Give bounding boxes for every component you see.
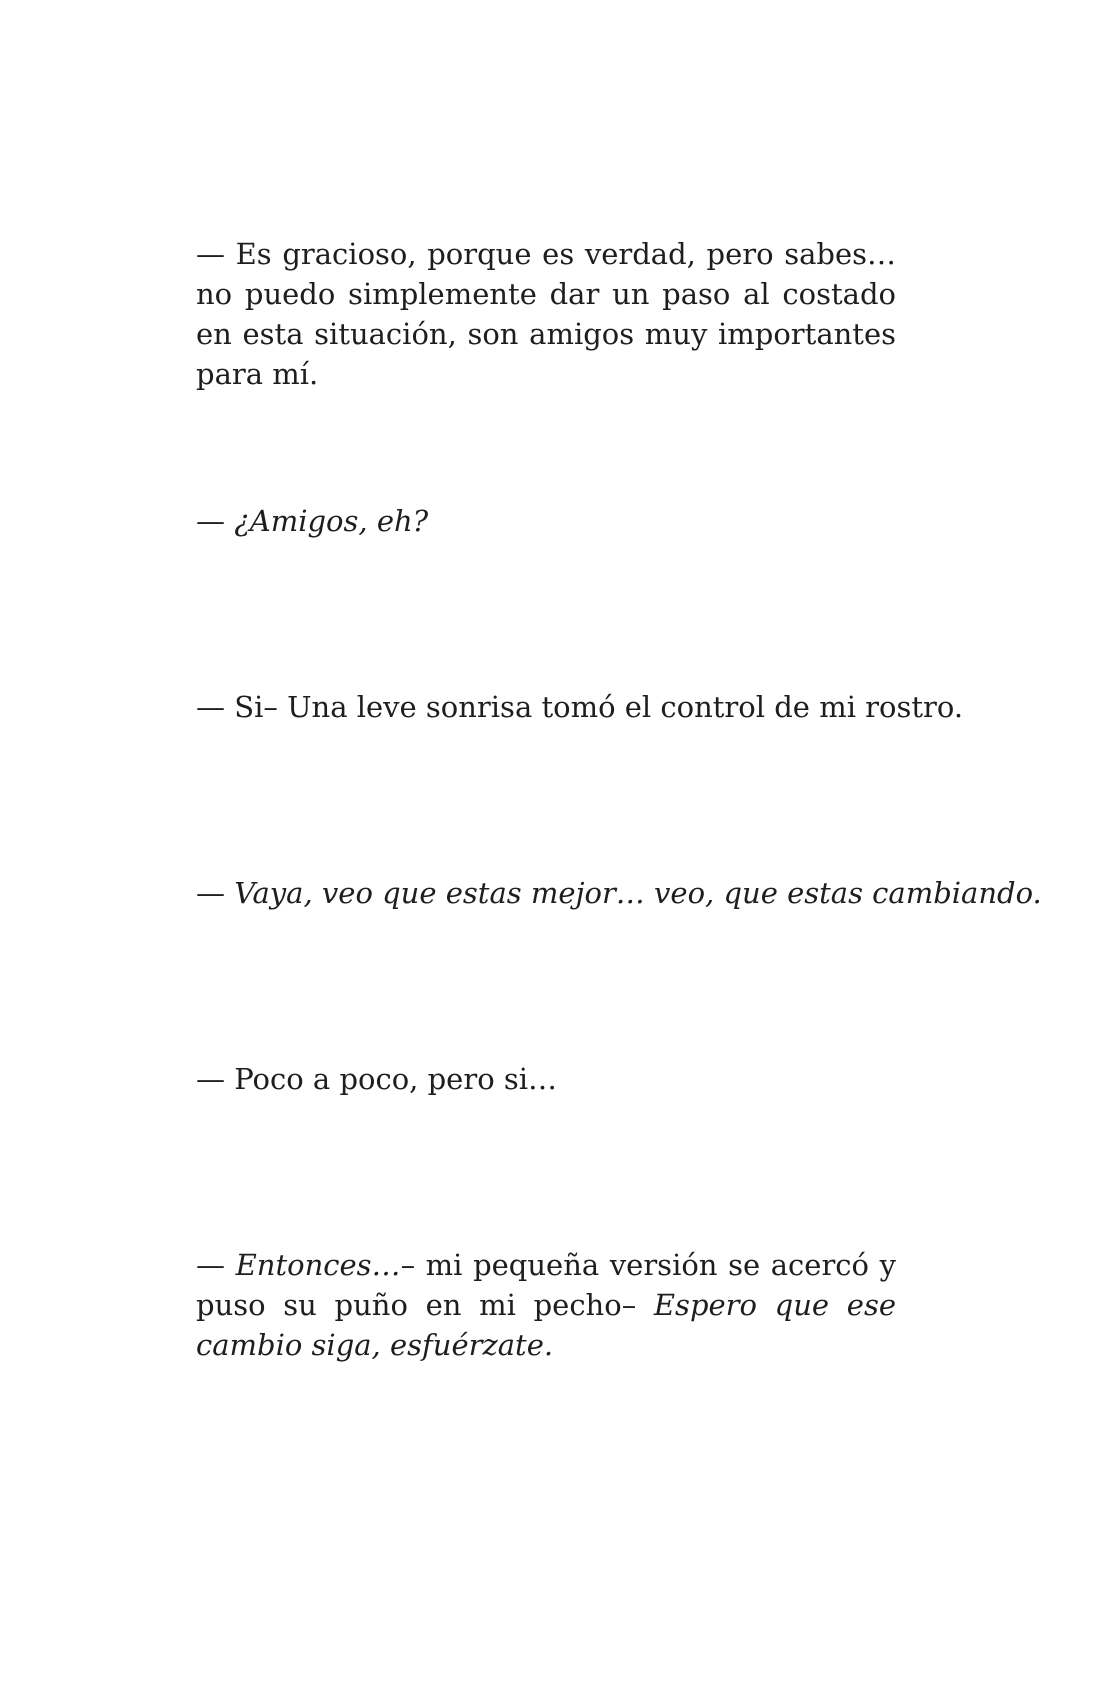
dialogue-text: — Es gracioso, porque es verdad, pero sabes… no puedo simplemente dar un paso al costado en esta situación, son amigos muy importantes para mí. bbox=[196, 237, 896, 391]
dialogue-dash: — bbox=[196, 876, 235, 910]
dialogue-paragraph-6 bbox=[196, 1245, 896, 1365]
dialogue-text: – mi pequeña versión se acercó y puso su puño en mi pecho– bbox=[196, 1248, 896, 1322]
dialogue-paragraph-5 bbox=[196, 1059, 896, 1099]
dialogue-text-italic: ¿Amigos, eh? bbox=[234, 504, 429, 538]
dialogue-text-italic: Espero que ese cambio siga, esfuérzate. bbox=[196, 1288, 896, 1362]
dialogue-dash: — bbox=[196, 1248, 236, 1282]
dialogue-paragraph-2 bbox=[196, 501, 896, 541]
dialogue-paragraph-3 bbox=[196, 687, 964, 727]
dialogue-text-italic: Vaya, veo que estas mejor… veo, que estas cambiando. bbox=[234, 876, 1042, 910]
dialogue-paragraph-1 bbox=[196, 234, 896, 394]
dialogue-dash: — bbox=[196, 504, 235, 538]
dialogue-text: — Poco a poco, pero si… bbox=[196, 1062, 558, 1096]
dialogue-text-italic: Entonces… bbox=[235, 1248, 401, 1282]
dialogue-text: — Si– Una leve sonrisa tomó el control de mi rostro. bbox=[196, 690, 964, 724]
dialogue-paragraph-4 bbox=[196, 873, 1042, 913]
